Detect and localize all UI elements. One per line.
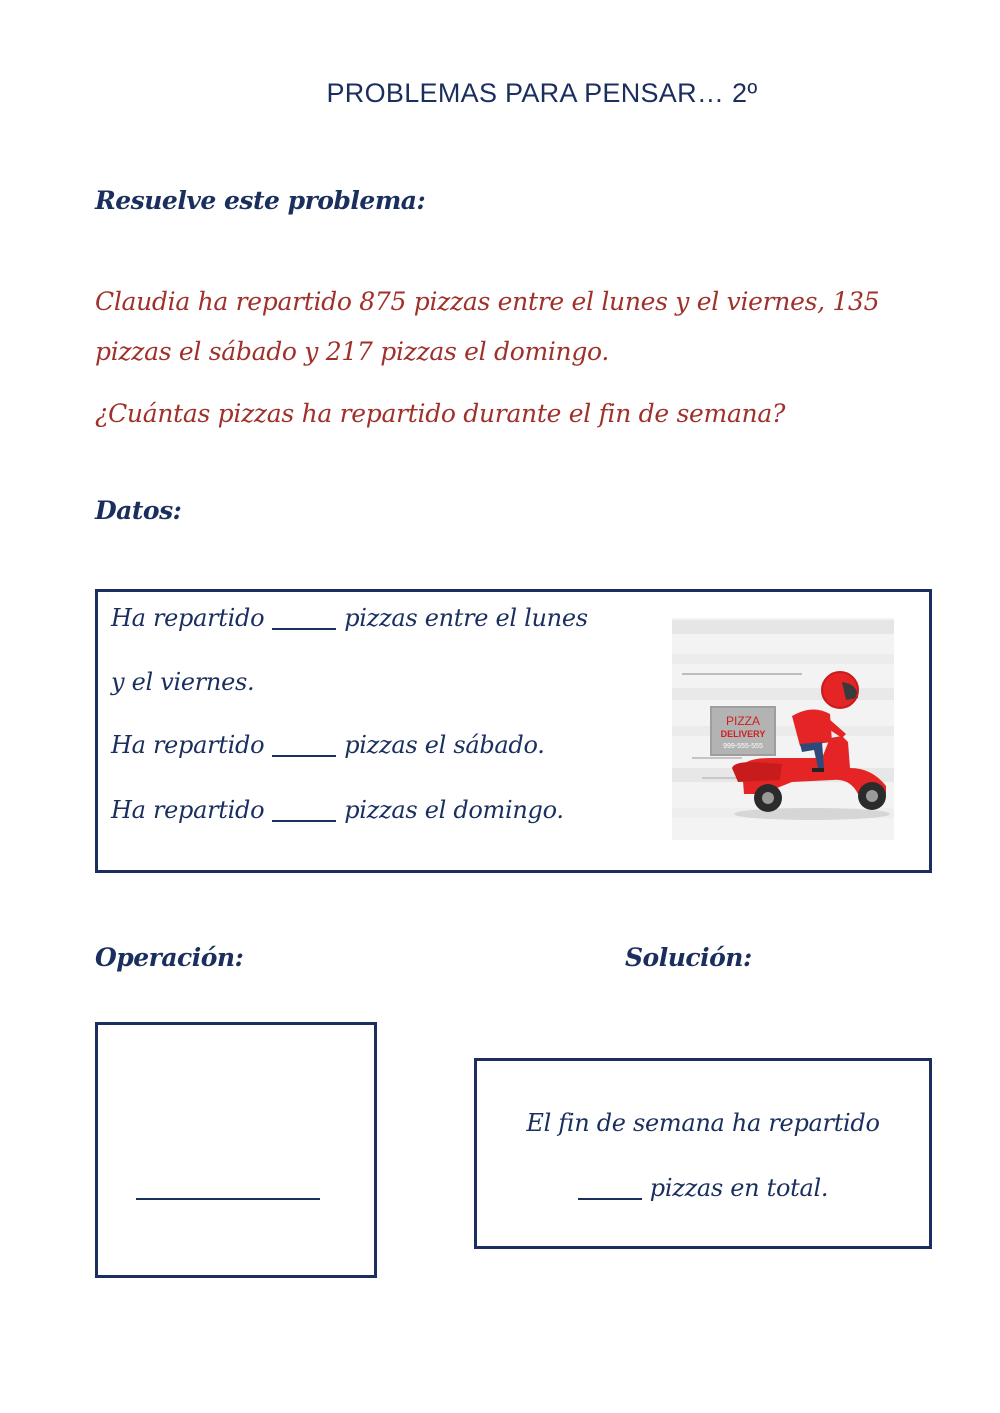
operacion-heading: Operación:: [95, 943, 244, 972]
datos-line-1-pre: Ha repartido: [111, 604, 265, 632]
blank-sunday-input[interactable]: [272, 818, 336, 822]
blank-saturday-input[interactable]: [272, 753, 336, 757]
solucion-line-2: [474, 1174, 932, 1202]
box-sublabel: DELIVERY: [720, 729, 766, 739]
pizza-delivery-illustration: [672, 618, 894, 840]
solucion-line-2-post: pizzas en total.: [649, 1174, 829, 1202]
datos-heading: Datos:: [95, 496, 182, 525]
datos-line-3-pre: Ha repartido: [111, 731, 265, 759]
box-phone: 999-555-555: [723, 743, 763, 750]
datos-line-3: [111, 731, 545, 759]
datos-line-4-pre: Ha repartido: [111, 796, 265, 824]
datos-line-1: [111, 604, 588, 632]
datos-line-4-post: pizzas el domingo.: [344, 796, 564, 824]
box-label: PIZZA: [725, 714, 761, 728]
datos-line-1-post: pizzas entre el lunes: [344, 604, 588, 632]
operacion-answer-line[interactable]: [136, 1198, 320, 1200]
problem-question: ¿Cuántas pizzas ha repartido durante el fin de semana?: [95, 399, 786, 428]
solucion-box: [474, 1058, 932, 1249]
datos-line-4: [111, 796, 564, 824]
problem-statement: Claudia ha repartido 875 pizzas entre el lunes y el viernes, 135 pizzas el sábado y 217 pizzas el domingo.: [95, 287, 880, 366]
datos-line-2: y el viernes.: [111, 668, 255, 696]
solucion-heading: Solución:: [625, 943, 752, 972]
page-title: PROBLEMAS PARA PENSAR… 2º: [326, 78, 758, 108]
blank-total-input[interactable]: [578, 1196, 642, 1200]
solucion-line-1: El fin de semana ha repartido: [526, 1109, 880, 1137]
blank-weekday-input[interactable]: [272, 626, 336, 630]
datos-line-3-post: pizzas el sábado.: [344, 731, 545, 759]
instruction-heading: Resuelve este problema:: [95, 186, 426, 215]
operacion-box[interactable]: [95, 1022, 377, 1278]
